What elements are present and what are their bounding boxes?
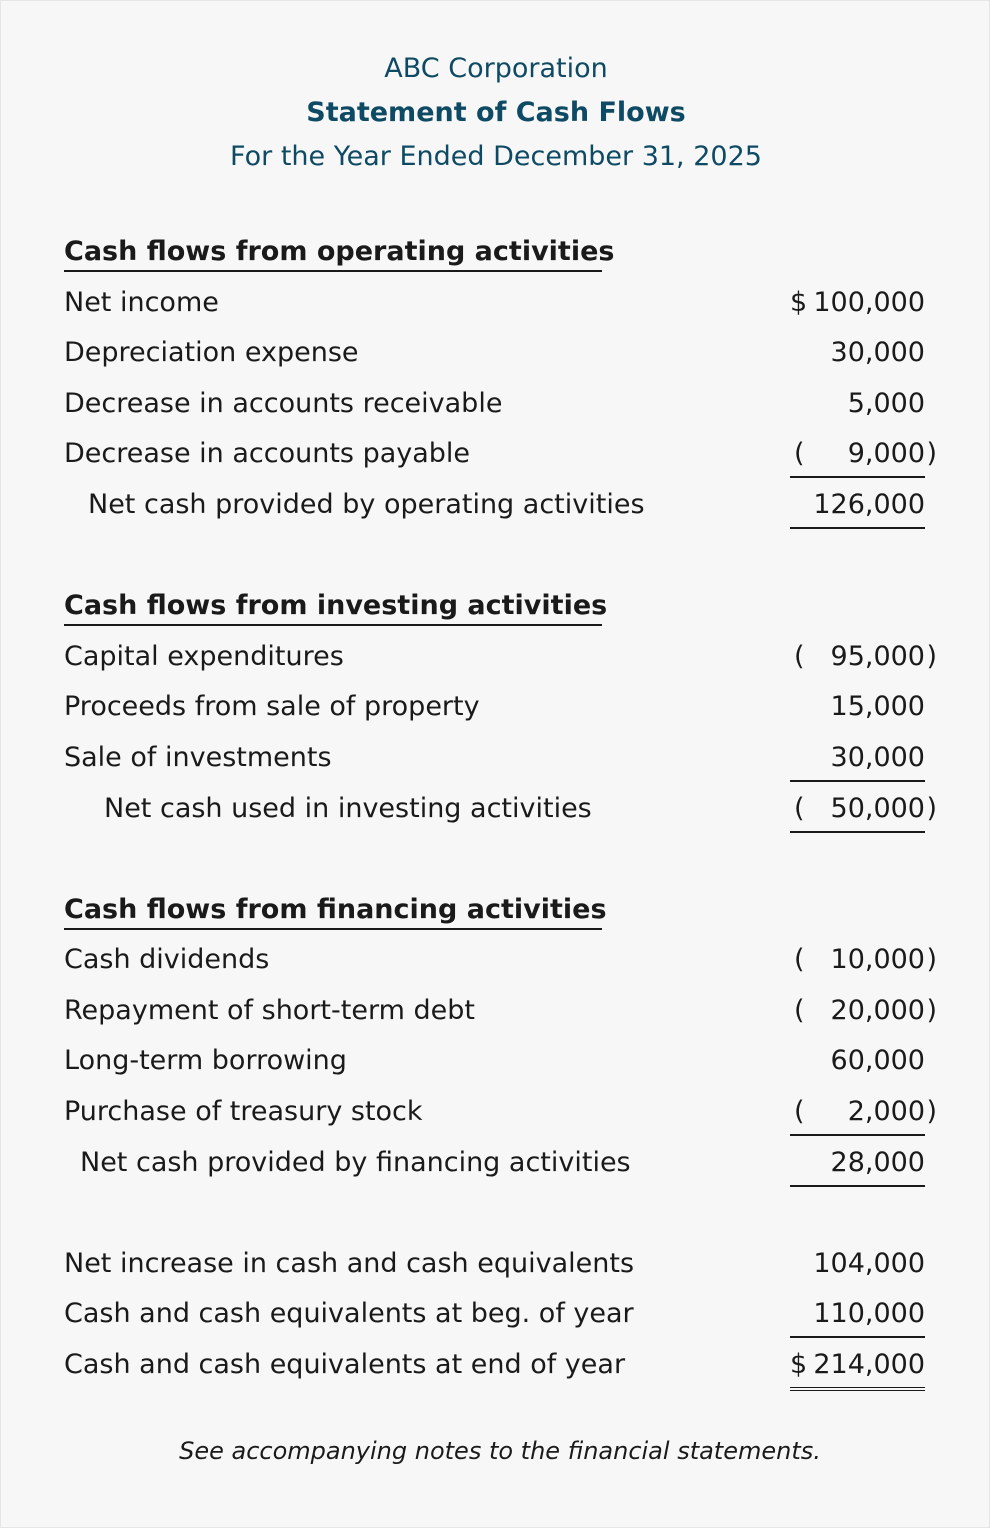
row-label: Capital expenditures	[64, 641, 344, 672]
row-accounts-payable	[64, 438, 936, 478]
operating-section-title: Cash flows from operating activities	[64, 236, 602, 272]
row-sale-of-property	[64, 691, 936, 731]
row-label: Net increase in cash and cash equivalents	[64, 1248, 635, 1279]
row-amount	[790, 388, 925, 426]
row-label: Net cash used in investing activities	[104, 793, 592, 824]
row-amount	[790, 1349, 925, 1391]
open-paren: (	[794, 793, 805, 824]
row-label: Net income	[64, 287, 219, 318]
row-accounts-receivable	[64, 388, 936, 428]
row-treasury-stock	[64, 1096, 936, 1136]
row-financing-total	[64, 1147, 936, 1187]
amount-value: 30,000	[830, 742, 925, 773]
close-paren: )	[926, 793, 937, 824]
row-net-income	[64, 287, 936, 327]
row-amount	[790, 1096, 937, 1136]
row-amount	[790, 944, 937, 982]
row-label: Net cash provided by operating activities	[88, 489, 645, 520]
row-label: Proceeds from sale of property	[64, 691, 480, 722]
amount-value: 5,000	[847, 388, 925, 419]
row-amount	[790, 742, 925, 782]
amount-value: 95,000	[830, 641, 925, 672]
amount-value: 2,000	[847, 1096, 925, 1127]
row-amount	[790, 1045, 925, 1083]
row-label: Cash and cash equivalents at beg. of year	[64, 1298, 634, 1329]
close-paren: )	[926, 944, 937, 975]
open-paren: (	[794, 1096, 805, 1127]
row-label: Net cash provided by financing activities	[80, 1147, 631, 1178]
financing-section-title: Cash flows from financing activities	[64, 894, 602, 930]
row-label: Purchase of treasury stock	[64, 1096, 423, 1127]
row-amount	[790, 995, 937, 1033]
row-beginning-cash	[64, 1298, 936, 1338]
currency-symbol: $	[790, 287, 808, 318]
amount-value: 60,000	[830, 1045, 925, 1076]
row-amount	[790, 691, 925, 729]
row-amount	[790, 1248, 925, 1286]
close-paren: )	[926, 1096, 937, 1127]
statement-period: For the Year Ended December 31, 2025	[230, 141, 762, 172]
statement-title: Statement of Cash Flows	[306, 97, 686, 128]
row-amount	[790, 337, 925, 375]
row-amount	[790, 1147, 925, 1187]
row-label: Long-term borrowing	[64, 1045, 347, 1076]
row-label: Cash dividends	[64, 944, 270, 975]
company-name: ABC Corporation	[384, 53, 608, 84]
row-label: Cash and cash equivalents at end of year	[64, 1349, 626, 1380]
amount-value: 20,000	[830, 995, 925, 1026]
row-label: Sale of investments	[64, 742, 332, 773]
amount-value: 100,000	[813, 287, 925, 318]
row-label: Decrease in accounts payable	[64, 438, 471, 469]
row-amount	[790, 287, 925, 325]
footnote: See accompanying notes to the financial statements.	[179, 1437, 821, 1465]
amount-value: 30,000	[830, 337, 925, 368]
row-ending-cash	[64, 1349, 936, 1389]
amount-value: 9,000	[847, 438, 925, 469]
amount-value: 50,000	[830, 793, 925, 824]
row-amount	[790, 489, 925, 529]
close-paren: )	[926, 438, 937, 469]
row-short-term-debt	[64, 995, 936, 1035]
amount-value: 214,000	[813, 1349, 925, 1380]
amount-value: 104,000	[813, 1248, 925, 1279]
row-capital-expenditures	[64, 641, 936, 681]
close-paren: )	[926, 641, 937, 672]
open-paren: (	[794, 641, 805, 672]
row-net-increase	[64, 1248, 936, 1288]
close-paren: )	[926, 995, 937, 1026]
row-amount	[790, 1298, 925, 1338]
open-paren: (	[794, 438, 805, 469]
row-depreciation	[64, 337, 936, 377]
row-operating-total	[64, 489, 936, 529]
row-label: Depreciation expense	[64, 337, 359, 368]
row-label: Decrease in accounts receivable	[64, 388, 503, 419]
row-amount	[790, 793, 937, 833]
amount-value: 126,000	[813, 489, 925, 520]
open-paren: (	[794, 995, 805, 1026]
row-long-term-borrowing	[64, 1045, 936, 1085]
row-sale-of-investments	[64, 742, 936, 782]
amount-value: 28,000	[830, 1147, 925, 1178]
row-amount	[790, 438, 937, 478]
row-label: Repayment of short-term debt	[64, 995, 475, 1026]
amount-value: 10,000	[830, 944, 925, 975]
row-cash-dividends	[64, 944, 936, 984]
open-paren: (	[794, 944, 805, 975]
amount-value: 110,000	[813, 1298, 925, 1329]
currency-symbol: $	[790, 1349, 808, 1380]
amount-value: 15,000	[830, 691, 925, 722]
investing-section-title: Cash flows from investing activities	[64, 590, 602, 626]
row-investing-total	[64, 793, 936, 833]
row-amount	[790, 641, 937, 679]
